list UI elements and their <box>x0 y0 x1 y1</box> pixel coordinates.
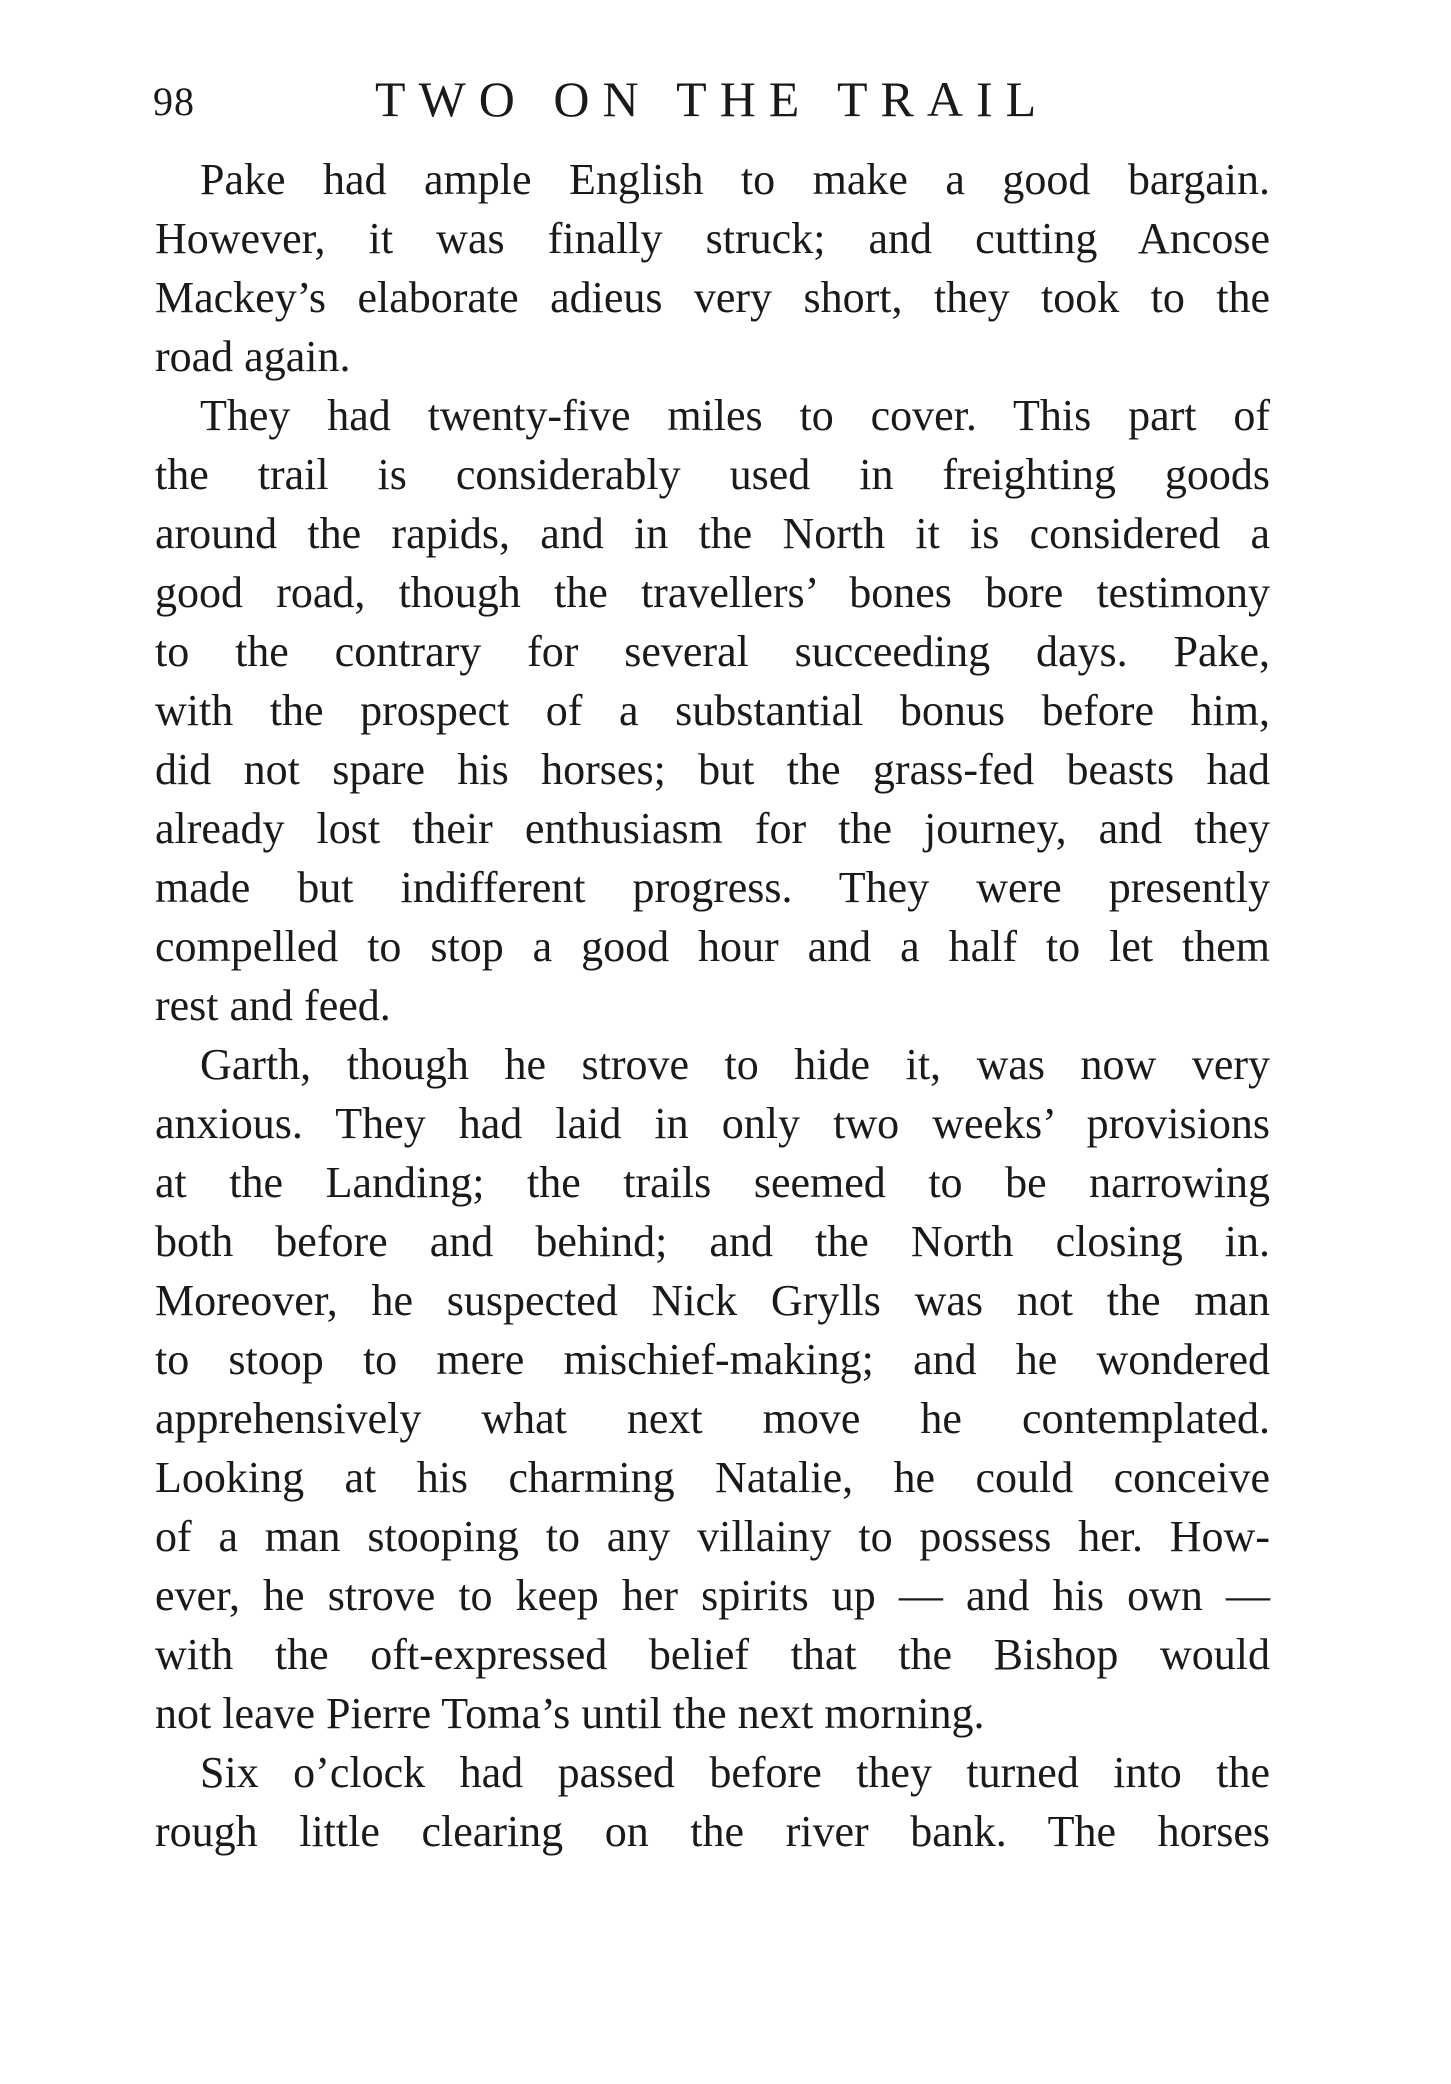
text-line: good road, though the travellers’ bones bore testimony <box>155 568 1270 617</box>
paragraph-4 <box>155 1743 1270 1861</box>
text-line: ever, he strove to keep her spirits up — and his own — <box>155 1571 1270 1620</box>
text-line: at the Landing; the trails seemed to be narrowing <box>155 1158 1270 1207</box>
body-text <box>155 150 1270 1861</box>
text-line: Pake had ample English to make a good bargain. <box>200 155 1270 204</box>
text-line: Garth, though he strove to hide it, was now very <box>200 1040 1270 1089</box>
text-line: road again. <box>155 332 351 381</box>
text-line: with the prospect of a substantial bonus before him, <box>155 686 1270 735</box>
text-line: rest and feed. <box>155 981 391 1030</box>
text-line: the trail is considerably used in freighting goods <box>155 450 1270 499</box>
paragraph-2 <box>155 386 1270 1035</box>
text-line: Six o’clock had passed before they turned into the <box>200 1748 1270 1797</box>
text-line: with the oft-expressed belief that the Bishop would <box>155 1630 1270 1679</box>
text-line: did not spare his horses; but the grass-fed beasts had <box>155 745 1270 794</box>
text-line: Looking at his charming Natalie, he could conceive <box>155 1453 1270 1502</box>
text-line: to the contrary for several succeeding days. Pake, <box>155 627 1270 676</box>
text-line: anxious. They had laid in only two weeks’ provisions <box>155 1099 1270 1148</box>
text-line: both before and behind; and the North closing in. <box>155 1217 1270 1266</box>
text-line: However, it was finally struck; and cutting Ancose <box>155 214 1270 263</box>
running-title: TWO ON THE TRAIL <box>375 71 1050 127</box>
text-line: Mackey’s elaborate adieus very short, they took to the <box>155 273 1270 322</box>
text-line: already lost their enthusiasm for the journey, and they <box>155 804 1270 853</box>
text-line: rough little clearing on the river bank. The horses <box>155 1807 1270 1856</box>
text-line: compelled to stop a good hour and a half to let them <box>155 922 1270 971</box>
text-line: around the rapids, and in the North it is considered a <box>155 509 1270 558</box>
text-line: apprehensively what next move he contemplated. <box>155 1394 1270 1443</box>
text-line: Moreover, he suspected Nick Grylls was not the man <box>155 1276 1270 1325</box>
text-line: to stoop to mere mischief-making; and he wondered <box>155 1335 1270 1384</box>
text-line: They had twenty-five miles to cover. This part of <box>200 391 1270 440</box>
text-line: of a man stooping to any villainy to possess her. How- <box>155 1512 1270 1561</box>
page-number: 98 <box>153 79 195 124</box>
running-head <box>153 70 1273 130</box>
text-line: not leave Pierre Toma’s until the next morning. <box>155 1689 985 1738</box>
text-line: made but indifferent progress. They were presently <box>155 863 1270 912</box>
paragraph-1 <box>155 150 1270 386</box>
paragraph-3 <box>155 1035 1270 1743</box>
